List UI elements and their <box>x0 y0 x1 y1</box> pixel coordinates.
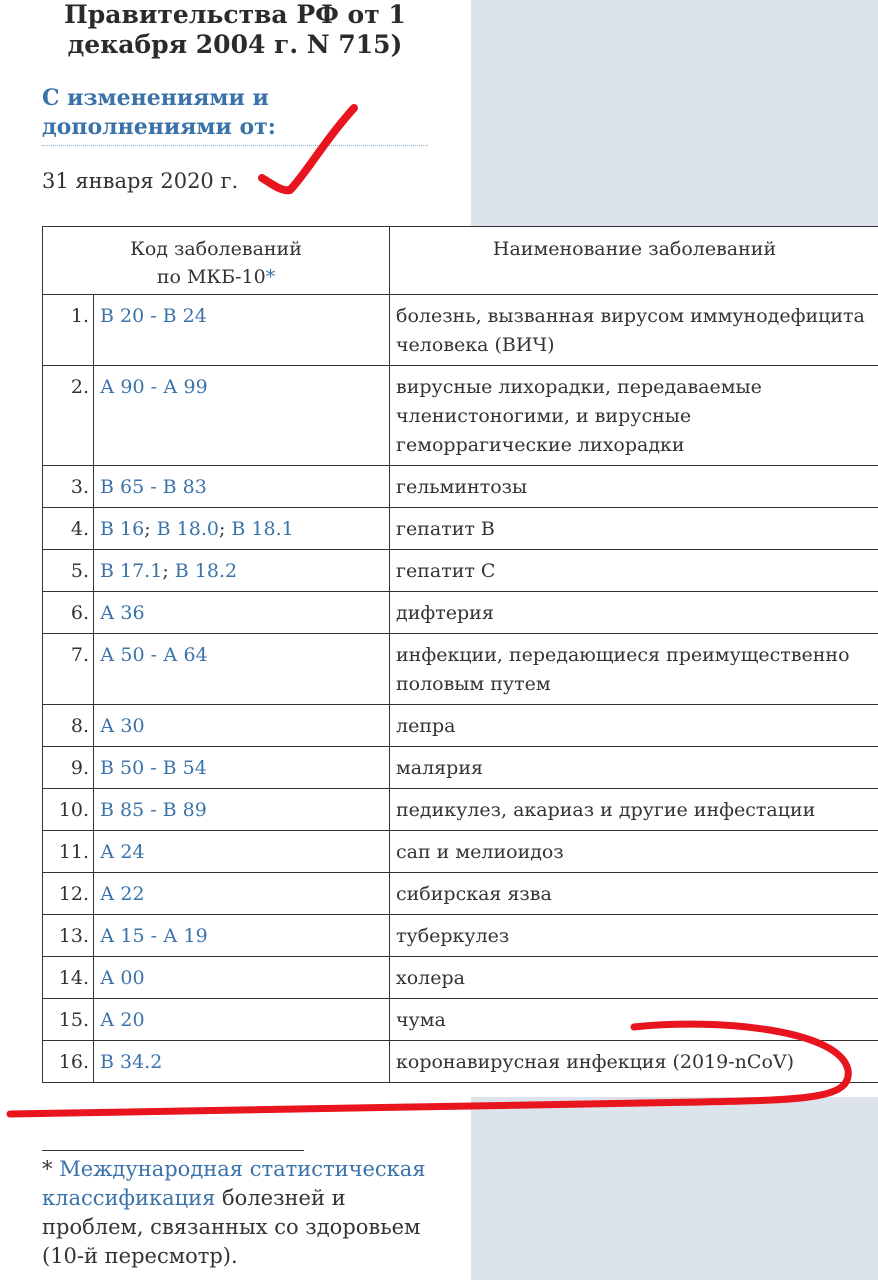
row-disease-name: педикулез, акариаз и другие инфестации <box>390 789 878 831</box>
changes-link[interactable]: С изменениями и дополнениями от: <box>42 84 428 146</box>
table-row <box>43 999 878 1041</box>
row-codes <box>94 550 390 592</box>
row-codes <box>94 1041 390 1083</box>
row-disease-name: холера <box>390 957 878 999</box>
icd-code-link[interactable]: А 36 <box>100 602 145 624</box>
changes-date: 31 января 2020 г. <box>42 169 239 193</box>
row-codes <box>94 957 390 999</box>
table-row <box>43 295 878 366</box>
row-number: 11. <box>43 831 94 873</box>
row-codes <box>94 466 390 508</box>
row-disease-name: туберкулез <box>390 915 878 957</box>
table-row <box>43 634 878 705</box>
icd-code-link[interactable]: В 18.2 <box>174 560 238 582</box>
row-disease-name: сибирская язва <box>390 873 878 915</box>
header-asterisk-link[interactable]: * <box>265 266 276 288</box>
row-number: 15. <box>43 999 94 1041</box>
footnote <box>42 1155 442 1271</box>
header-code-line2: по МКБ-10 <box>156 266 266 288</box>
code-separator: ; <box>218 518 232 540</box>
row-number: 4. <box>43 508 94 550</box>
row-disease-name: коронавирусная инфекция (2019-nCoV) <box>390 1041 878 1083</box>
table-body <box>43 295 878 1083</box>
table-row <box>43 747 878 789</box>
row-number: 7. <box>43 634 94 705</box>
table-row <box>43 592 878 634</box>
icd-code-link[interactable]: В 34.2 <box>100 1051 163 1073</box>
row-disease-name: малярия <box>390 747 878 789</box>
code-separator: ; <box>162 560 175 582</box>
diseases-table <box>42 226 878 1083</box>
side-panel-bottom <box>471 1097 878 1280</box>
row-number: 13. <box>43 915 94 957</box>
header-code <box>43 227 390 295</box>
row-disease-name: болезнь, вызванная вирусом иммунодефицита человека (ВИЧ) <box>390 295 878 366</box>
row-codes <box>94 747 390 789</box>
icd-code-link[interactable]: А 15 - А 19 <box>100 925 208 947</box>
row-codes <box>94 592 390 634</box>
row-codes <box>94 295 390 366</box>
row-disease-name: лепра <box>390 705 878 747</box>
icd-code-link[interactable]: В 16 <box>100 518 145 540</box>
footnote-text: болезней и проблем, связанных со здоровьем (10-й пересмотр). <box>42 1186 421 1268</box>
icd-code-link[interactable]: А 22 <box>100 883 145 905</box>
icd-code-link[interactable]: А 00 <box>100 967 145 989</box>
table-row <box>43 366 878 466</box>
row-codes <box>94 508 390 550</box>
row-number: 14. <box>43 957 94 999</box>
icd-code-link[interactable]: В 18.1 <box>231 518 294 540</box>
row-disease-name: гепатит С <box>390 550 878 592</box>
icd-code-link[interactable]: А 50 - А 64 <box>100 644 208 666</box>
row-codes <box>94 366 390 466</box>
row-number: 1. <box>43 295 94 366</box>
row-codes <box>94 789 390 831</box>
row-codes <box>94 705 390 747</box>
row-codes <box>94 831 390 873</box>
icd-code-link[interactable]: В 17.1 <box>100 560 163 582</box>
table-row <box>43 789 878 831</box>
row-number: 16. <box>43 1041 94 1083</box>
table-header-row <box>43 227 878 295</box>
row-number: 8. <box>43 705 94 747</box>
row-codes <box>94 873 390 915</box>
row-disease-name: дифтерия <box>390 592 878 634</box>
row-disease-name: гепатит В <box>390 508 878 550</box>
row-codes <box>94 999 390 1041</box>
row-number: 6. <box>43 592 94 634</box>
row-disease-name: чума <box>390 999 878 1041</box>
row-codes <box>94 915 390 957</box>
row-number: 10. <box>43 789 94 831</box>
table-row <box>43 915 878 957</box>
table-row <box>43 705 878 747</box>
table-row <box>43 466 878 508</box>
row-disease-name: гельминтозы <box>390 466 878 508</box>
side-panel-top <box>471 0 878 226</box>
document-title: Правительства РФ от 1 декабря 2004 г. N 715) <box>64 0 406 59</box>
table-row <box>43 550 878 592</box>
footnote-marker: * <box>42 1157 53 1181</box>
icd-code-link[interactable]: А 24 <box>100 841 145 863</box>
row-number: 12. <box>43 873 94 915</box>
icd-code-link[interactable]: В 20 - В 24 <box>100 305 207 327</box>
icd-code-link[interactable]: В 18.0 <box>156 518 219 540</box>
table-row <box>43 873 878 915</box>
icd-code-link[interactable]: В 50 - В 54 <box>100 757 207 779</box>
table-row <box>43 508 878 550</box>
icd-code-link[interactable]: А 90 - А 99 <box>100 376 208 398</box>
header-name: Наименование заболеваний <box>390 227 878 295</box>
code-separator: ; <box>144 518 157 540</box>
icd-code-link[interactable]: А 20 <box>100 1009 145 1031</box>
row-number: 5. <box>43 550 94 592</box>
table-row <box>43 957 878 999</box>
table-row <box>43 1041 878 1083</box>
row-number: 9. <box>43 747 94 789</box>
row-number: 3. <box>43 466 94 508</box>
icd-code-link[interactable]: В 85 - В 89 <box>100 799 207 821</box>
row-disease-name: вирусные лихорадки, передаваемые членистоногими, и вирусные геморрагические лихорадки <box>390 366 878 466</box>
footnote-link[interactable]: Международная статистическая классификация <box>42 1157 426 1210</box>
row-disease-name: сап и мелиоидоз <box>390 831 878 873</box>
row-disease-name: инфекции, передающиеся преимущественно половым путем <box>390 634 878 705</box>
table-row <box>43 831 878 873</box>
row-number: 2. <box>43 366 94 466</box>
header-code-line1: Код заболеваний <box>130 238 302 260</box>
footnote-divider <box>42 1150 304 1151</box>
icd-code-link[interactable]: А 30 <box>100 715 145 737</box>
row-codes <box>94 634 390 705</box>
icd-code-link[interactable]: В 65 - В 83 <box>100 476 207 498</box>
